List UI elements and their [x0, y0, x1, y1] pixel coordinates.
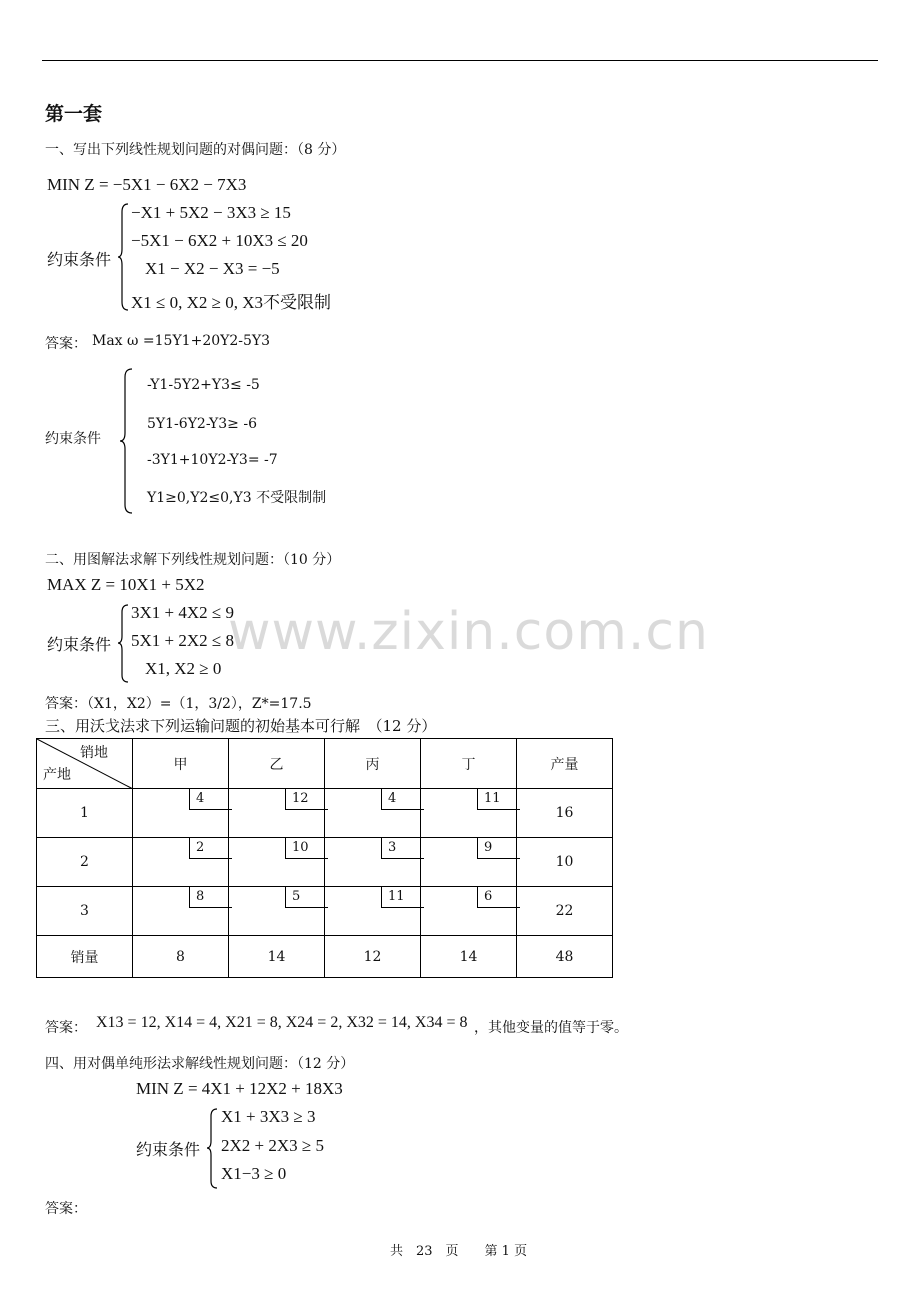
transport-table: [36, 738, 613, 978]
column-header: 丙: [325, 739, 421, 789]
q4-constraint-label: 约束条件: [136, 1140, 201, 1159]
q1-constraint-4: X1 ≤ 0, X2 ≥ 0, X3不受限制: [131, 293, 331, 312]
q2-constraint-3: X1, X2 ≥ 0: [145, 659, 222, 678]
q1-constraint-2: −5X1 − 6X2 + 10X3 ≤ 20: [131, 231, 308, 250]
q1-answer-constraint-4: Y1≥0,Y2≤0,Y3 不受限制制: [147, 490, 327, 506]
cost-cell: [421, 838, 517, 887]
table-header-row: [37, 739, 613, 789]
cost-cell: [421, 789, 517, 838]
q1-answer-constraint-3: -3Y1+10Y2-Y3= -7: [147, 452, 278, 468]
header-rule: [42, 60, 878, 61]
q4-answer: 答案：: [45, 1201, 87, 1217]
q3-answer-label: 答案：: [45, 1020, 87, 1036]
unit-cost: 9: [477, 838, 520, 859]
q2-answer: 答案：（X1，X2）=（1，3/2），Z*=17.5: [45, 696, 312, 712]
cost-cell: [229, 838, 325, 887]
table-row: [37, 887, 613, 936]
demand-cell: 12: [325, 936, 421, 978]
q1-brace: [118, 202, 130, 312]
demand-cell: 14: [421, 936, 517, 978]
q4-constraint-3: X1−3 ≥ 0: [221, 1164, 287, 1183]
q1-answer-label: 答案：: [45, 336, 87, 352]
cost-cell: [133, 838, 229, 887]
supply-cell: 22: [517, 887, 613, 936]
q1-constraint-1: −X1 + 5X2 − 3X3 ≥ 15: [131, 203, 291, 222]
corner-top-label: 销地: [80, 745, 108, 761]
cost-cell: [325, 838, 421, 887]
q2-title: 二、用图解法求解下列线性规划问题：（10 分）: [45, 552, 341, 568]
corner-bottom-label: 产地: [43, 767, 71, 783]
table-row: [37, 838, 613, 887]
q4-constraint-2: 2X2 + 2X3 ≥ 5: [221, 1136, 324, 1155]
page-footer: 共 23 页 第 1 页: [390, 1244, 528, 1259]
demand-cell: 14: [229, 936, 325, 978]
q4-constraint-1: X1 + 3X3 ≥ 3: [221, 1107, 316, 1126]
row-label: 2: [37, 838, 133, 887]
q1-answer-constraint-label: 约束条件: [45, 431, 101, 447]
unit-cost: 11: [477, 789, 520, 810]
section-title: 第一套: [45, 103, 103, 125]
unit-cost: 10: [285, 838, 328, 859]
unit-cost: 5: [285, 887, 328, 908]
column-header: 产量: [517, 739, 613, 789]
q1-constraint-label: 约束条件: [47, 250, 112, 269]
q3-answer-suffix: ，其他变量的值等于零。: [474, 1020, 628, 1036]
cost-cell: [133, 789, 229, 838]
demand-cell: 8: [133, 936, 229, 978]
q1-answer-constraint-2: 5Y1-6Y2-Y3≥ -6: [147, 416, 258, 432]
row-label: 1: [37, 789, 133, 838]
total-cell: 48: [517, 936, 613, 978]
q1-answer-brace: [120, 367, 134, 517]
q3-title: 三、用沃戈法求下列运输问题的初始基本可行解 （12 分）: [45, 717, 437, 735]
unit-cost: 4: [189, 789, 232, 810]
unit-cost: 6: [477, 887, 520, 908]
cost-cell: [421, 887, 517, 936]
cost-cell: [325, 789, 421, 838]
q1-title: 一、写出下列线性规划问题的对偶问题：（8 分）: [45, 142, 346, 158]
q3-answer-math: X13 = 12, X14 = 4, X21 = 8, X24 = 2, X32 = 14, X34 = 8: [96, 1014, 468, 1031]
unit-cost: 8: [189, 887, 232, 908]
cost-cell: [325, 887, 421, 936]
q4-brace: [207, 1107, 219, 1191]
unit-cost: 12: [285, 789, 328, 810]
q2-constraint-label: 约束条件: [47, 635, 112, 654]
unit-cost: 11: [381, 887, 424, 908]
q1-constraint-3: X1 − X2 − X3 = −5: [145, 259, 280, 278]
q2-constraint-2: 5X1 + 2X2 ≤ 8: [131, 631, 234, 650]
table-row: [37, 789, 613, 838]
column-header: 丁: [421, 739, 517, 789]
q1-answer-constraint-1: -Y1-5Y2+Y3≤ -5: [147, 377, 260, 393]
cost-cell: [229, 789, 325, 838]
column-header: 乙: [229, 739, 325, 789]
cost-cell: [133, 887, 229, 936]
q1-objective: MIN Z = −5X1 − 6X2 − 7X3: [47, 175, 247, 194]
watermark: www.zixin.com.cn: [228, 602, 709, 662]
supply-cell: 16: [517, 789, 613, 838]
q2-brace: [118, 603, 130, 685]
demand-row: [37, 936, 613, 978]
q1-answer-objective: Max ω =15Y1+20Y2-5Y3: [92, 333, 271, 349]
q4-title: 四、用对偶单纯形法求解线性规划问题：（12 分）: [45, 1056, 355, 1072]
demand-label: 销量: [37, 936, 133, 978]
q2-objective: MAX Z = 10X1 + 5X2: [47, 575, 205, 594]
unit-cost: 2: [189, 838, 232, 859]
unit-cost: 4: [381, 789, 424, 810]
unit-cost: 3: [381, 838, 424, 859]
column-header: 甲: [133, 739, 229, 789]
corner-cell: [37, 739, 133, 789]
q2-constraint-1: 3X1 + 4X2 ≤ 9: [131, 603, 234, 622]
row-label: 3: [37, 887, 133, 936]
supply-cell: 10: [517, 838, 613, 887]
cost-cell: [229, 887, 325, 936]
q4-objective: MIN Z = 4X1 + 12X2 + 18X3: [136, 1079, 343, 1098]
